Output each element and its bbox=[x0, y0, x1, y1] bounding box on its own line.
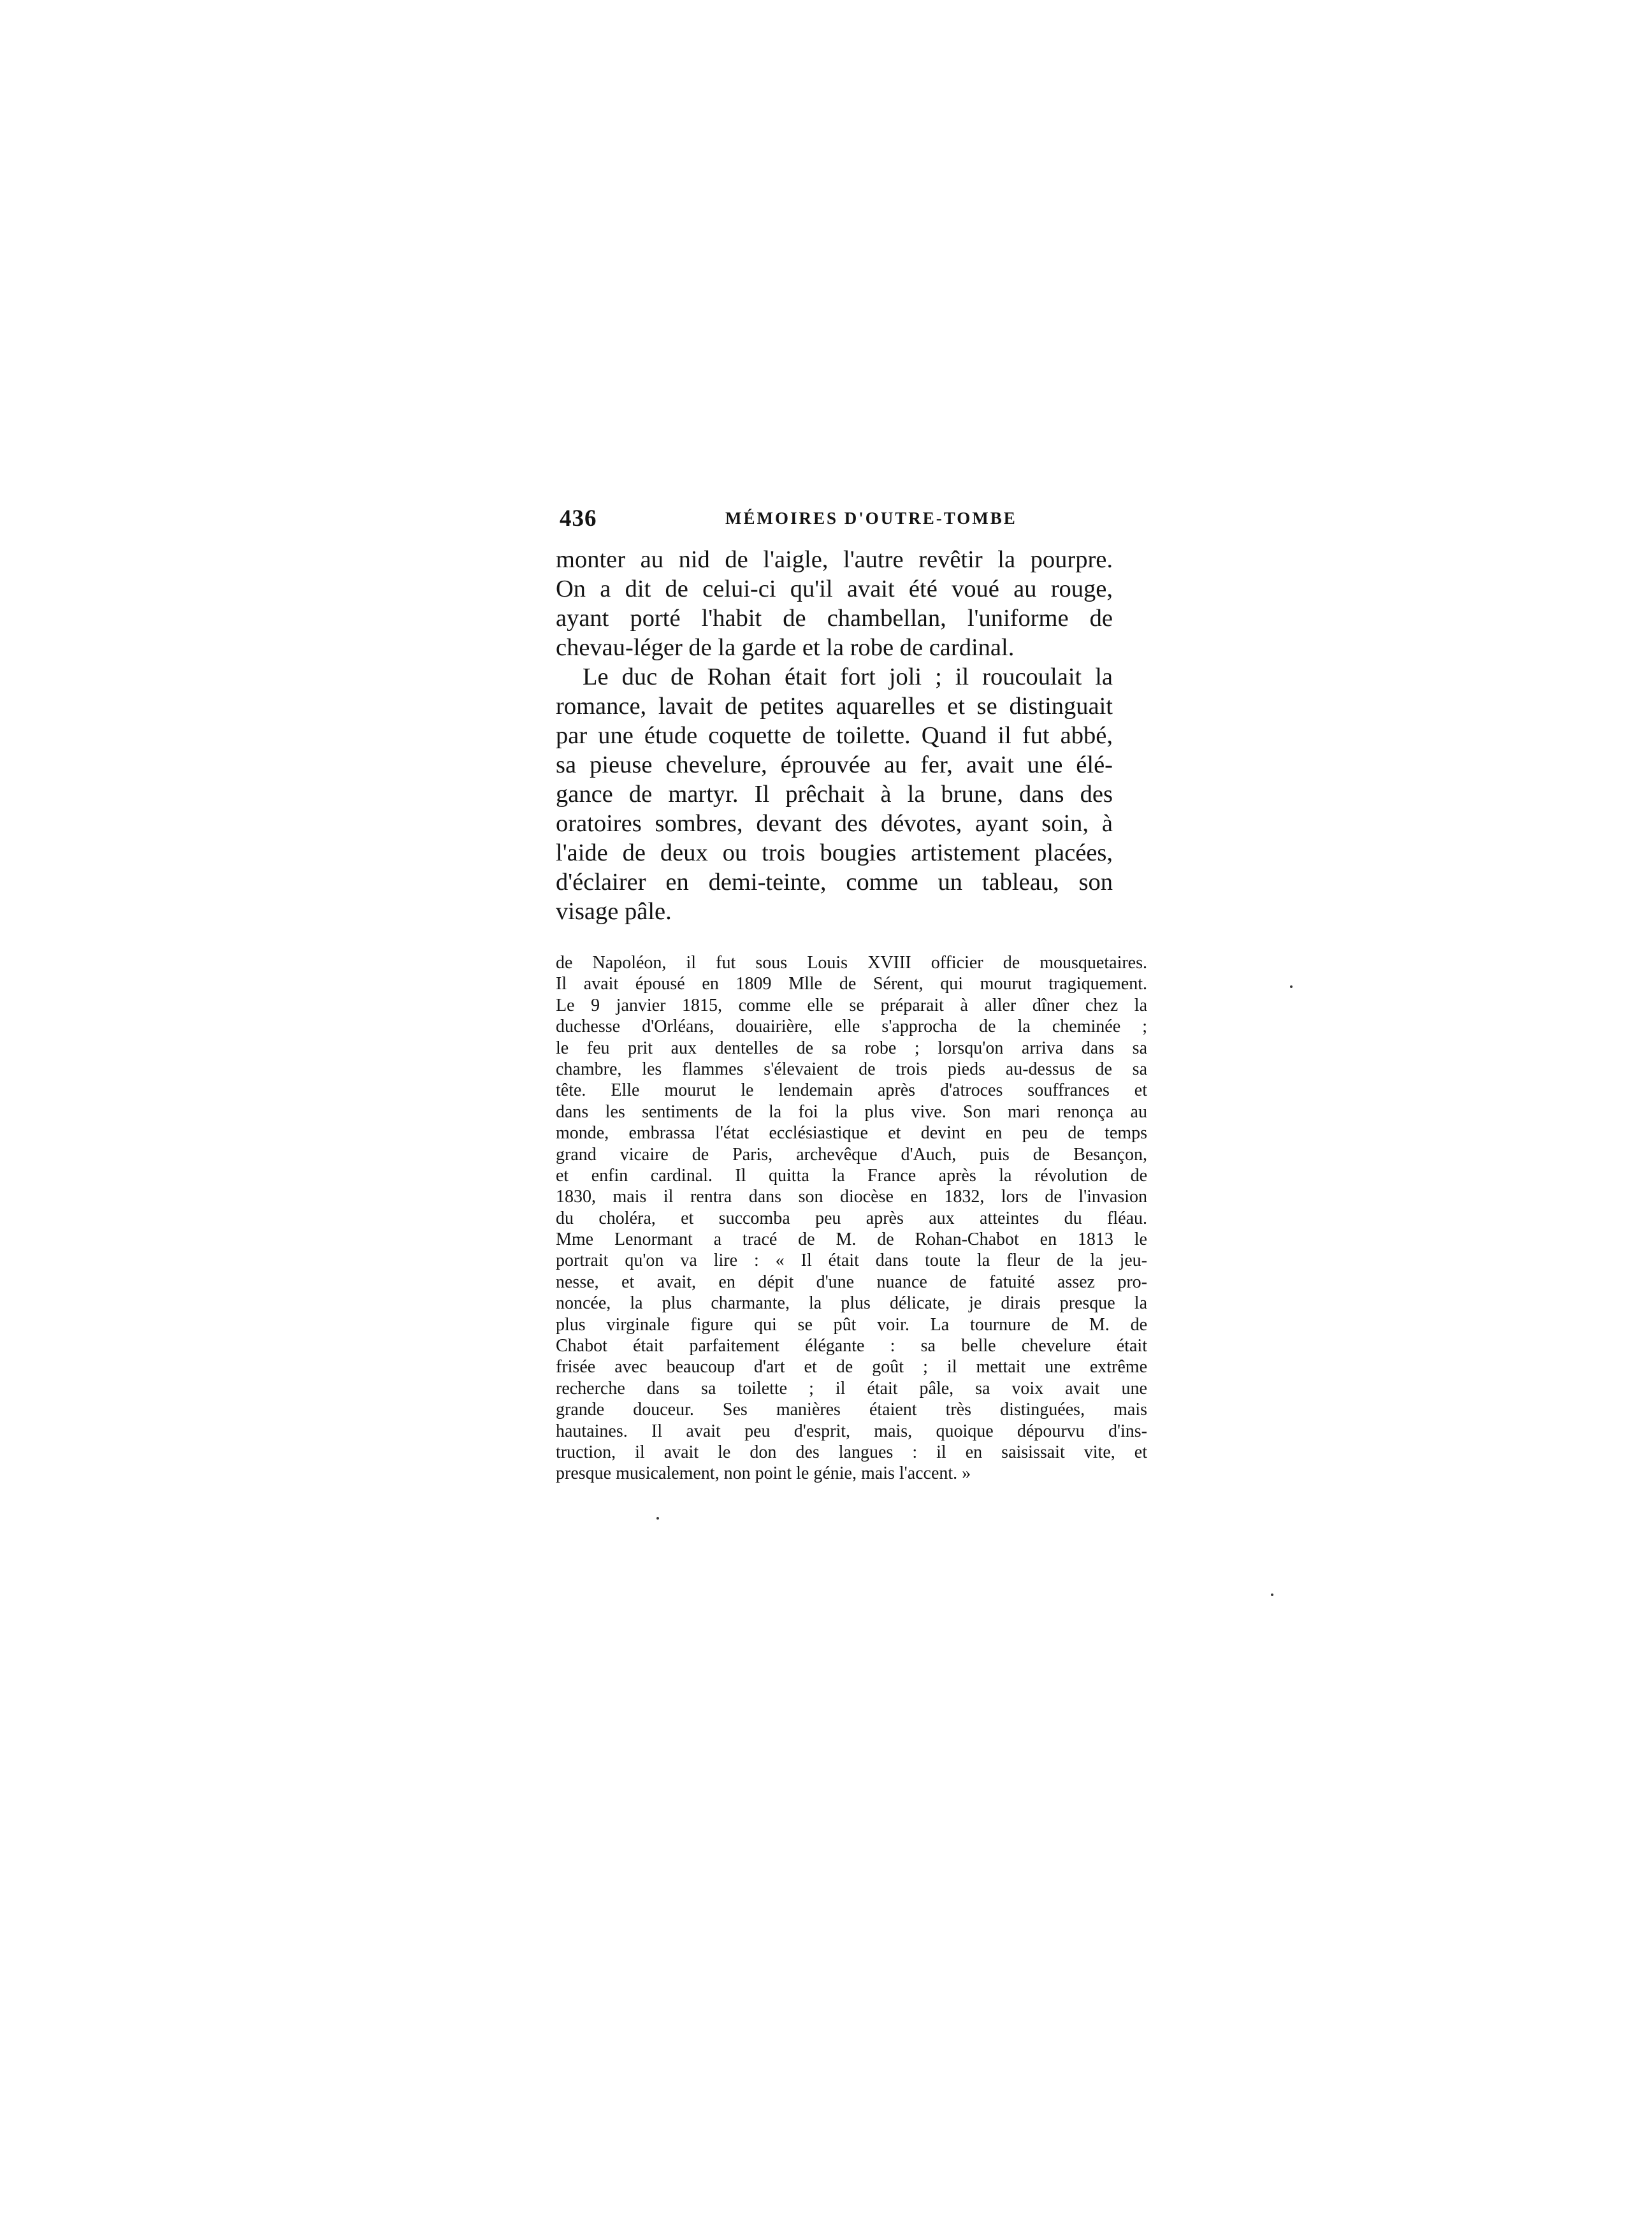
footnote-line: Il avait épousé en 1809 Mlle de Sérent, qui mourut tragiquement. bbox=[556, 974, 1147, 994]
footnote-line: Chabot était parfaitement élégante : sa belle chevelure était bbox=[556, 1336, 1147, 1356]
footnote-line: chambre, les flammes s'élevaient de trois pieds au-dessus de sa bbox=[556, 1059, 1147, 1079]
body-line: d'éclairer en demi-teinte, comme un tableau, son bbox=[556, 869, 1113, 896]
footnote-line: grande douceur. Ses manières étaient très distinguées, mais bbox=[556, 1400, 1147, 1420]
footnote-line: duchesse d'Orléans, douairière, elle s'approcha de la cheminée ; bbox=[556, 1017, 1147, 1037]
body-line: chevau-léger de la garde et la robe de cardinal. bbox=[556, 634, 1015, 661]
footnote-line: dans les sentiments de la foi la plus vive. Son mari renonça au bbox=[556, 1101, 1147, 1122]
body-line: romance, lavait de petites aquarelles et se distinguait bbox=[556, 693, 1113, 720]
body-line: par une étude coquette de toilette. Quand il fut abbé, bbox=[556, 722, 1113, 749]
footnote-block bbox=[556, 952, 1147, 1485]
footnote-line: monde, embrassa l'état ecclésiastique et devint en peu de temps bbox=[556, 1123, 1147, 1143]
footnote-line: presque musicalement, non point le génie, mais l'accent. » bbox=[556, 1463, 971, 1484]
running-head bbox=[560, 505, 1108, 537]
footnote-line: plus virginale figure qui se pût voir. La tournure de M. de bbox=[556, 1314, 1147, 1335]
body-line: monter au nid de l'aigle, l'autre revêtir la pourpre. bbox=[556, 546, 1113, 573]
footnote-line: nesse, et avait, en dépit d'une nuance de fatuité assez pro- bbox=[556, 1272, 1147, 1292]
page-number: 436 bbox=[560, 505, 597, 532]
footnote-line: et enfin cardinal. Il quitta la France après la révolution de bbox=[556, 1165, 1147, 1186]
body-line: gance de martyr. Il prêchait à la brune, dans des bbox=[556, 781, 1113, 808]
body-text bbox=[556, 545, 1113, 926]
body-line: visage pâle. bbox=[556, 898, 672, 925]
body-line: l'aide de deux ou trois bougies artistement placées, bbox=[556, 839, 1113, 866]
footnote-line: truction, il avait le don des langues : il en saisissait vite, et bbox=[556, 1442, 1147, 1462]
footnote-line: le feu prit aux dentelles de sa robe ; lorsqu'on arriva dans sa bbox=[556, 1038, 1147, 1058]
footnote-line: tête. Elle mourut le lendemain après d'atroces souffrances et bbox=[556, 1080, 1147, 1101]
footnote-line: grand vicaire de Paris, archevêque d'Auch, puis de Besançon, bbox=[556, 1144, 1147, 1165]
body-line: On a dit de celui-ci qu'il avait été voué au rouge, bbox=[556, 576, 1113, 602]
body-line: Le duc de Rohan était fort joli ; il roucoulait la bbox=[583, 664, 1113, 690]
footnote-line: recherche dans sa toilette ; il était pâle, sa voix avait une bbox=[556, 1378, 1147, 1398]
footnote-line: du choléra, et succomba peu après aux atteintes du fléau. bbox=[556, 1208, 1147, 1228]
footnote-line: frisée avec beaucoup d'art et de goût ; il mettait une extrême bbox=[556, 1357, 1147, 1377]
running-title: MÉMOIRES D'OUTRE-TOMBE bbox=[725, 509, 1017, 528]
footnote-line: noncée, la plus charmante, la plus délicate, je dirais presque la bbox=[556, 1293, 1147, 1314]
body-line: ayant porté l'habit de chambellan, l'uniforme de bbox=[556, 605, 1113, 632]
body-line: oratoires sombres, devant des dévotes, ayant soin, à bbox=[556, 810, 1113, 837]
scan-speck bbox=[1290, 985, 1293, 988]
body-line: sa pieuse chevelure, éprouvée au fer, avait une élé- bbox=[556, 751, 1113, 778]
scan-speck bbox=[1271, 1594, 1273, 1596]
footnote-line: 1830, mais il rentra dans son diocèse en 1832, lors de l'invasion bbox=[556, 1187, 1147, 1207]
footnote-line: hautaines. Il avait peu d'esprit, mais, quoique dépourvu d'ins- bbox=[556, 1421, 1147, 1441]
footnote-line: portrait qu'on va lire : « Il était dans toute la fleur de la jeu- bbox=[556, 1251, 1147, 1271]
footnote-line: Mme Lenormant a tracé de M. de Rohan-Chabot en 1813 le bbox=[556, 1230, 1147, 1250]
footnote-line: Le 9 janvier 1815, comme elle se préparait à aller dîner chez la bbox=[556, 995, 1147, 1015]
scan-speck bbox=[656, 1517, 659, 1520]
footnote-line: de Napoléon, il fut sous Louis XVIII officier de mousquetaires. bbox=[556, 953, 1147, 973]
